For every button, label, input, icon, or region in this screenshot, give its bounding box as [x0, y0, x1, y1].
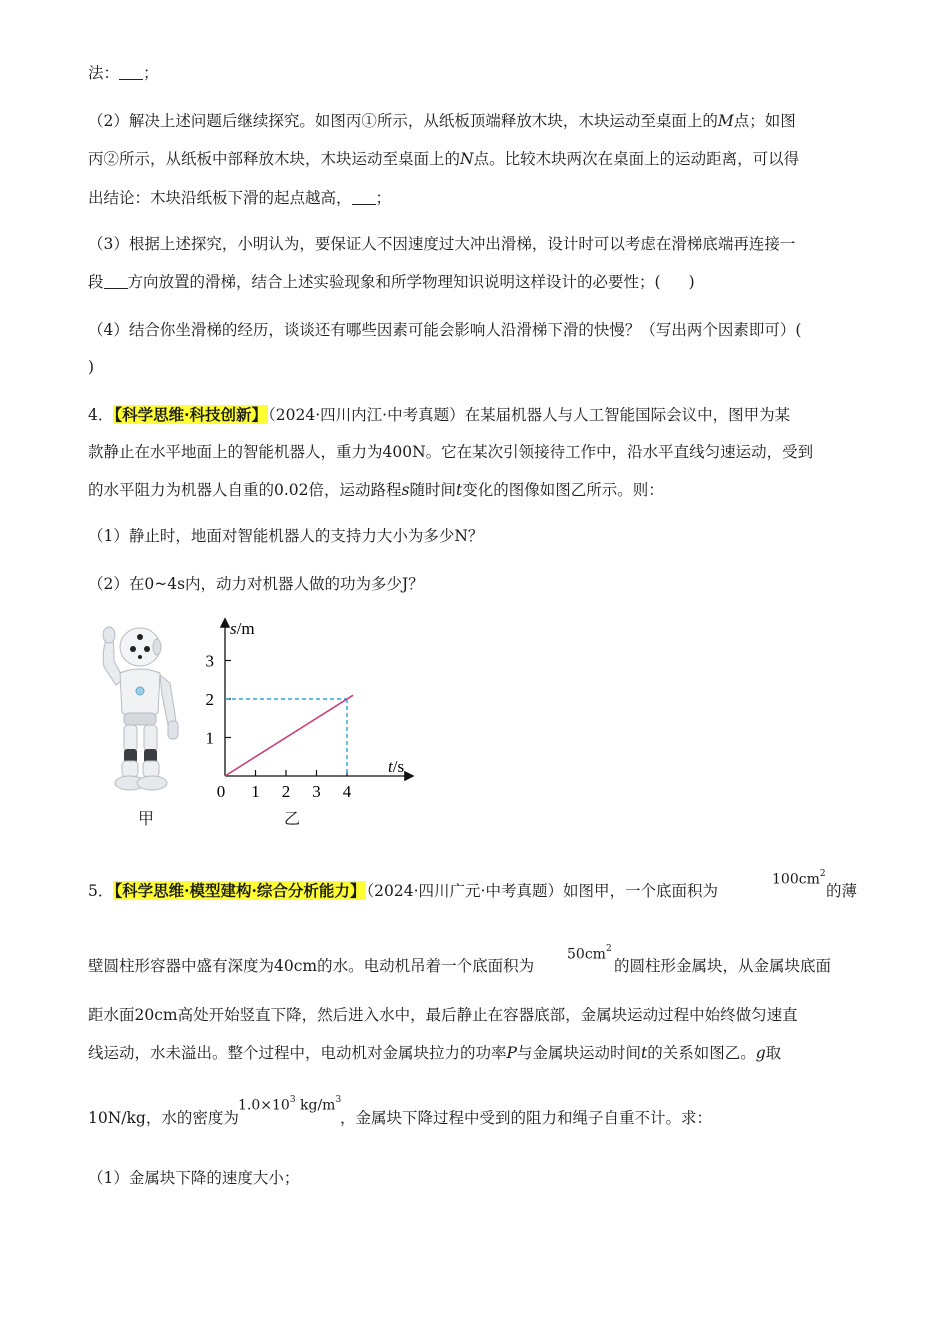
problem-5-line-2-end — [614, 956, 831, 976]
text: （4）结合你坐滑梯的经历，谈谈还有哪些因素可能会影响人沿滑梯下滑的快慢？（写出两个因素即可）( — [88, 321, 802, 339]
text: 方向放置的滑梯，结合上述实验现象和所学物理知识说明这样设计的必要性；( — [127, 273, 661, 291]
variable: s — [401, 481, 410, 499]
text: 与金属块运动时间 — [516, 1044, 641, 1062]
text: 变化的图像如图乙所示。则： — [462, 481, 664, 499]
x-tick-label: 0 — [216, 782, 226, 801]
variable: t — [640, 1044, 648, 1062]
formula-density — [238, 1094, 341, 1114]
x-axis-var: t — [388, 757, 393, 776]
problem-4-line-1 — [88, 405, 790, 425]
variable: P — [506, 1044, 517, 1062]
text: ) — [688, 273, 695, 291]
question-2-line-3 — [88, 188, 391, 208]
text: 取 — [765, 1044, 782, 1062]
series-line — [225, 695, 353, 776]
text: （2）解决上述问题后继续探究。如图丙①所示，从纸板顶端释放木块，木块运动至桌面上的 — [88, 112, 718, 130]
problem-4-sub-1 — [88, 526, 483, 546]
x-tick-label: 2 — [281, 782, 291, 801]
answer-blank[interactable] — [119, 64, 143, 80]
y-tick-label: 3 — [205, 651, 214, 671]
text: （2）在0~4s内，动力对机器人做的功为多少J？ — [88, 575, 424, 593]
formula-value: 1.0×10 — [238, 1097, 290, 1114]
answer-blank[interactable] — [104, 273, 128, 289]
text: （2024·四川内江·中考真题）在某届机器人与人工智能国际会议中，图甲为某 — [268, 406, 791, 424]
problem-5-sub-1 — [88, 1168, 299, 1188]
text: 随时间 — [409, 481, 456, 499]
variable: M — [717, 112, 734, 130]
problem-number: 5． — [88, 882, 114, 900]
answer-blank[interactable] — [352, 189, 376, 205]
text: 的薄 — [826, 882, 858, 900]
question-4-sub-line-1 — [88, 320, 801, 340]
text: （2024·四川广元·中考真题）如图甲，一个底面积为 — [366, 882, 718, 900]
text: 出结论：木块沿纸板下滑的起点越高， — [88, 189, 352, 207]
text: ； — [143, 64, 159, 82]
category-tag: 【科学思维·模型建构·综合分析能力】 — [114, 881, 366, 900]
formula-value: 100cm — [772, 871, 820, 888]
problem-5-line-1-end — [826, 881, 857, 901]
problem-number: 4． — [88, 406, 114, 424]
formula-exponent: 3 — [335, 1095, 342, 1105]
question-3-line-2 — [88, 272, 695, 292]
text: 距水面20cm高处开始竖直下降，然后进入水中，最后静止在容器底部，金属块运动过程中始终做匀速直 — [88, 1006, 798, 1024]
s-t-chart — [190, 612, 420, 812]
problem-5-line-5 — [88, 1108, 239, 1128]
problem-4-sub-2 — [88, 574, 424, 594]
formula-area-100 — [772, 868, 826, 888]
problem-5-line-1 — [88, 881, 718, 901]
problem-4-line-2 — [88, 442, 813, 462]
text: 法： — [88, 64, 120, 82]
category-tag: 【科学思维·科技创新】 — [114, 405, 268, 424]
question-4-sub-line-2 — [88, 357, 94, 377]
problem-5-line-2 — [88, 956, 534, 976]
question-3-line-1 — [88, 234, 795, 254]
problem-5-line-4 — [88, 1043, 781, 1063]
robot-illustration — [94, 625, 186, 795]
text: ) — [88, 358, 95, 376]
y-axis-var: s — [230, 619, 237, 638]
answer-line-method — [88, 63, 159, 83]
variable: N — [460, 150, 474, 168]
text: （3）根据上述探究，小明认为，要保证人不因速度过大冲出滑梯，设计时可以考虑在滑梯底端再连接一 — [88, 235, 796, 253]
x-axis-unit: /s — [392, 757, 405, 776]
text: 款静止在水平地面上的智能机器人，重力为400N。它在某次引领接待工作中，沿水平直线匀速运动，受到 — [88, 443, 814, 461]
x-tick-label: 1 — [251, 782, 260, 801]
text: 丙②所示，从纸板中部释放木块，木块运动至桌面上的 — [88, 150, 461, 168]
problem-5-line-5-end — [340, 1108, 712, 1128]
formula-exponent: 2 — [605, 944, 612, 954]
y-axis-label — [230, 619, 255, 638]
x-tick-label: 3 — [312, 782, 321, 801]
y-axis-unit: /m — [236, 619, 255, 638]
problem-4-line-3 — [88, 480, 664, 500]
text: ； — [375, 189, 392, 207]
x-axis-label — [388, 757, 404, 776]
formula-unit: kg/m — [300, 1097, 336, 1114]
question-2-line-2 — [88, 149, 799, 169]
formula-value: 50cm — [567, 946, 606, 963]
x-tick-label: 4 — [342, 782, 352, 801]
text: 点；如图 — [733, 112, 796, 130]
figure-caption-b: 乙 — [284, 809, 301, 828]
variable: g — [755, 1044, 766, 1062]
variable: t — [456, 481, 463, 499]
y-tick-label: 1 — [205, 728, 214, 748]
text: 壁圆柱形容器中盛有深度为40cm的水。电动机吊着一个底面积为 — [88, 957, 535, 975]
text: ，金属块下降过程中受到的阻力和绳子自重不计。求： — [340, 1109, 713, 1127]
text: 10N/kg，水的密度为 — [88, 1109, 239, 1127]
text: 段 — [88, 273, 104, 291]
text: 线运动，水未溢出。整个过程中，电动机对金属块拉力的功率 — [88, 1044, 507, 1062]
text: 的圆柱形金属块，从金属块底面 — [614, 957, 832, 975]
text: 的关系如图乙。 — [647, 1044, 756, 1062]
figure-caption-a: 甲 — [138, 809, 155, 828]
formula-exponent: 3 — [289, 1095, 296, 1105]
problem-5-line-3 — [88, 1005, 798, 1025]
text: （1）静止时，地面对智能机器人的支持力大小为多少N？ — [88, 527, 484, 545]
formula-area-50 — [567, 943, 612, 963]
text: 的水平阻力为机器人自重的0.02倍，运动路程 — [88, 481, 402, 499]
text: 点。比较木块两次在桌面上的运动距离，可以得 — [473, 150, 800, 168]
question-2-line-1 — [88, 111, 796, 131]
formula-exponent: 2 — [819, 869, 826, 879]
text: （1）金属块下降的速度大小； — [88, 1169, 300, 1187]
y-tick-label: 2 — [205, 690, 214, 709]
